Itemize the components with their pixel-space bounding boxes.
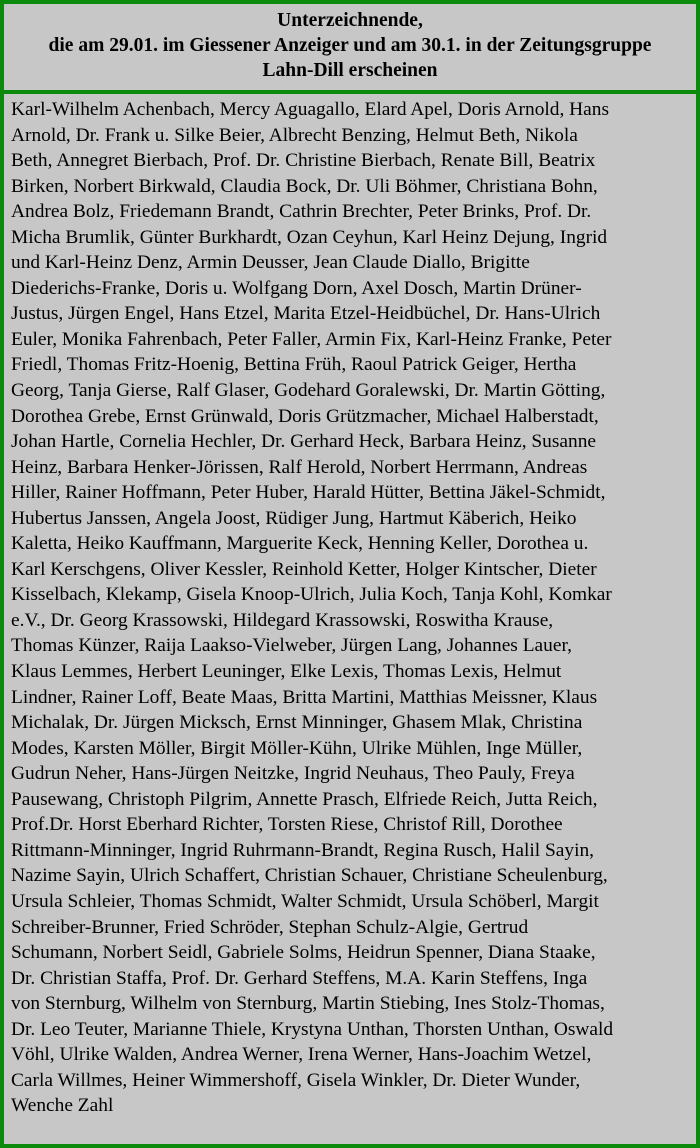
names-line: Dr. Christian Staffa, Prof. Dr. Gerhard Steffens, M.A. Karin Steffens, Inga: [11, 967, 588, 989]
names-line: Kisselbach, Klekamp, Gisela Knoop-Ulrich, Julia Koch, Tanja Kohl, Komkar: [11, 584, 612, 606]
names-line: und Karl-Heinz Denz, Armin Deusser, Jean Claude Diallo, Brigitte: [11, 252, 530, 274]
names-line: Micha Brumlik, Günter Burkhardt, Ozan Ceyhun, Karl Heinz Dejung, Ingrid: [11, 226, 608, 248]
names-line: e.V., Dr. Georg Krassowski, Hildegard Krassowski, Roswitha Krause,: [11, 609, 554, 631]
header-title: Unterzeichnende,: [277, 10, 423, 31]
names-line: Arnold, Dr. Frank u. Silke Beier, Albrecht Benzing, Helmut Beth, Nikola: [11, 124, 578, 146]
names-line: Gudrun Neher, Hans-Jürgen Neitzke, Ingrid Neuhaus, Theo Pauly, Freya: [11, 763, 575, 785]
names-line: Wenche Zahl: [11, 1095, 114, 1117]
header: [4, 4, 696, 90]
names-line: Hiller, Rainer Hoffmann, Peter Huber, Harald Hütter, Bettina Jäkel-Schmidt,: [11, 482, 606, 504]
names-line: Nazime Sayin, Ulrich Schaffert, Christian Schauer, Christiane Scheulenburg,: [11, 865, 608, 887]
names-line: Karl Kerschgens, Oliver Kessler, Reinhold Ketter, Holger Kintscher, Dieter: [11, 558, 597, 580]
names-line: Schreiber-Brunner, Fried Schröder, Stephan Schulz-Algie, Gertrud: [11, 916, 529, 938]
names-line: Dorothea Grebe, Ernst Grünwald, Doris Grützmacher, Michael Halberstadt,: [11, 405, 599, 427]
header-subtitle-line-2: Lahn-Dill erscheinen: [262, 60, 438, 81]
names-list: [4, 94, 696, 1144]
names-line: Vöhl, Ulrike Walden, Andrea Werner, Irena Werner, Hans-Joachim Wetzel,: [11, 1044, 592, 1066]
names-line: Pausewang, Christoph Pilgrim, Annette Prasch, Elfriede Reich, Jutta Reich,: [11, 788, 598, 810]
names-line: Hubertus Janssen, Angela Joost, Rüdiger Jung, Hartmut Käberich, Heiko: [11, 507, 577, 529]
names-line: Modes, Karsten Möller, Birgit Möller-Kühn, Ulrike Mühlen, Inge Müller,: [11, 737, 583, 759]
names-line: von Sternburg, Wilhelm von Sternburg, Martin Stiebing, Ines Stolz-Thomas,: [11, 993, 605, 1015]
names-line: Kaletta, Heiko Kauffmann, Marguerite Keck, Henning Keller, Dorothea u.: [11, 533, 589, 555]
names-line: Rittmann-Minninger, Ingrid Ruhrmann-Brandt, Regina Rusch, Halil Sayin,: [11, 839, 595, 861]
names-line: Heinz, Barbara Henker-Jörissen, Ralf Herold, Norbert Herrmann, Andreas: [11, 456, 588, 478]
names-line: Thomas Künzer, Raija Laakso-Vielweber, Jürgen Lang, Johannes Lauer,: [11, 635, 572, 657]
names-line: Friedl, Thomas Fritz-Hoenig, Bettina Früh, Raoul Patrick Geiger, Hertha: [11, 354, 577, 376]
names-line: Michalak, Dr. Jürgen Micksch, Ernst Minninger, Ghasem Mlak, Christina: [11, 712, 583, 734]
names-line: Ursula Schleier, Thomas Schmidt, Walter Schmidt, Ursula Schöberl, Margit: [11, 890, 599, 912]
names-line: Schumann, Norbert Seidl, Gabriele Solms, Heidrun Spenner, Diana Staake,: [11, 942, 596, 964]
names-line: Andrea Bolz, Friedemann Brandt, Cathrin Brechter, Peter Brinks, Prof. Dr.: [11, 201, 592, 223]
names-line: Lindner, Rainer Loff, Beate Maas, Britta Martini, Matthias Meissner, Klaus: [11, 686, 598, 708]
names-line: Diederichs-Franke, Doris u. Wolfgang Dorn, Axel Dosch, Martin Drüner-: [11, 277, 582, 299]
names-line: Dr. Leo Teuter, Marianne Thiele, Krystyna Unthan, Thorsten Unthan, Oswald: [11, 1018, 614, 1040]
names-line: Carla Willmes, Heiner Wimmershoff, Gisela Winkler, Dr. Dieter Wunder,: [11, 1069, 581, 1091]
names-line: Karl-Wilhelm Achenbach, Mercy Aguagallo, Elard Apel, Doris Arnold, Hans: [11, 99, 610, 120]
header-subtitle-line-1: die am 29.01. im Giessener Anzeiger und am 30.1. in der Zeitungsgruppe: [48, 35, 652, 56]
names-line: Justus, Jürgen Engel, Hans Etzel, Marita Etzel-Heidbüchel, Dr. Hans-Ulrich: [11, 303, 601, 325]
names-line: Klaus Lemmes, Herbert Leuninger, Elke Lexis, Thomas Lexis, Helmut: [11, 661, 562, 683]
names-line: Birken, Norbert Birkwald, Claudia Bock, Dr. Uli Böhmer, Christiana Bohn,: [11, 175, 598, 197]
names-line: Johan Hartle, Cornelia Hechler, Dr. Gerhard Heck, Barbara Heinz, Susanne: [11, 431, 597, 453]
names-line: Euler, Monika Fahrenbach, Peter Faller, Armin Fix, Karl-Heinz Franke, Peter: [11, 328, 612, 350]
names-line: Beth, Annegret Bierbach, Prof. Dr. Christine Bierbach, Renate Bill, Beatrix: [11, 150, 596, 172]
names-line: Prof.Dr. Horst Eberhard Richter, Torsten Riese, Christof Rill, Dorothee: [11, 814, 563, 836]
names-line: Georg, Tanja Gierse, Ralf Glaser, Godehard Goralewski, Dr. Martin Götting,: [11, 380, 606, 402]
